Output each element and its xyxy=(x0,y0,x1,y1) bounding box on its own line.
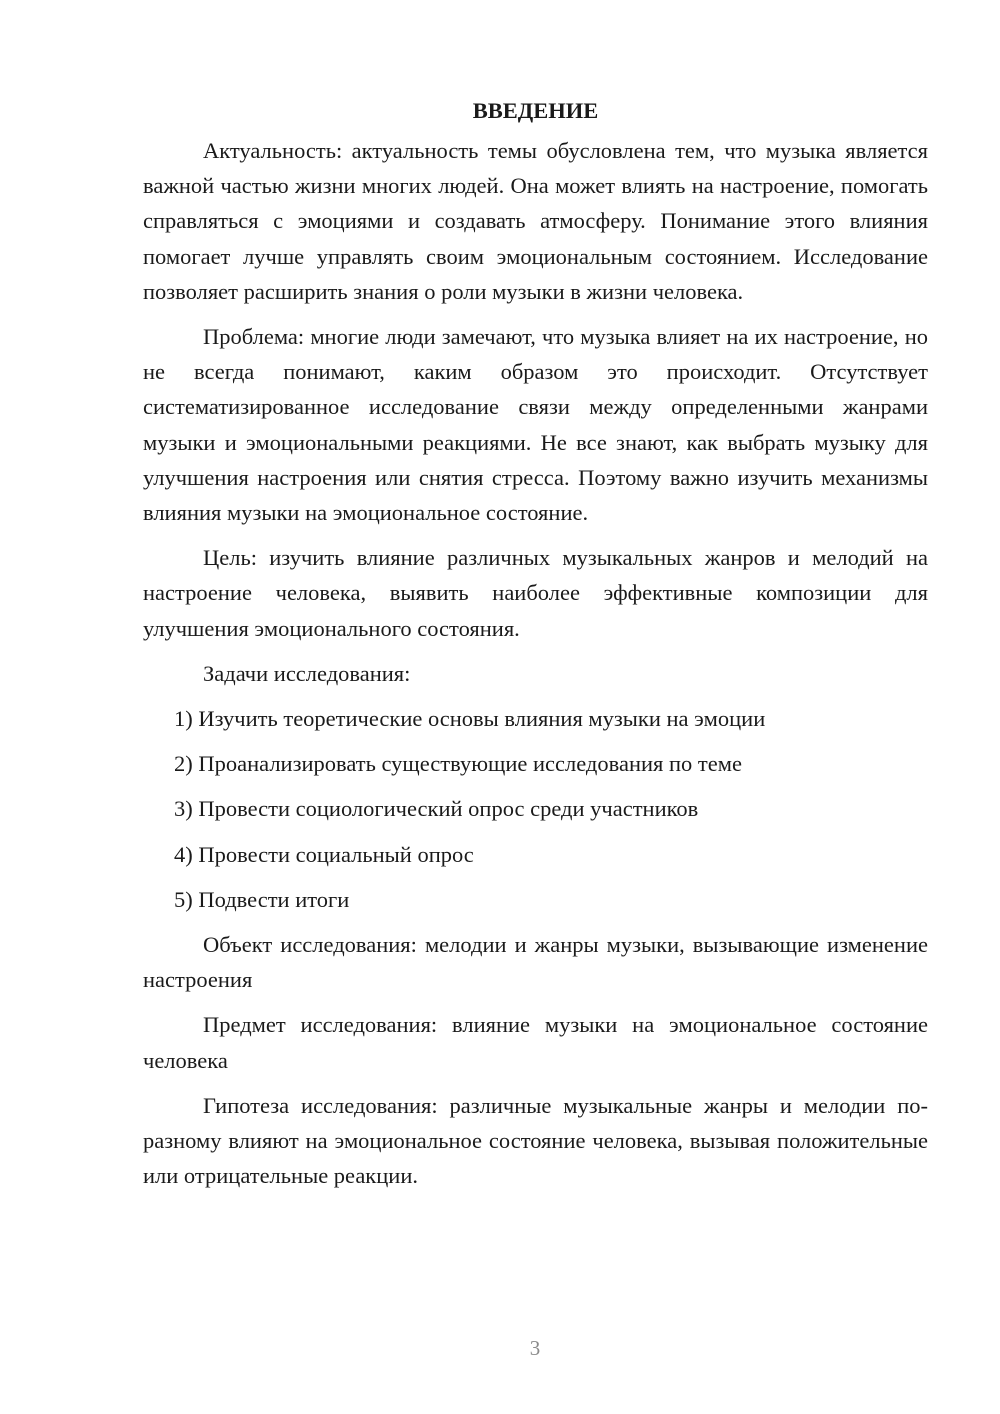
tasks-list xyxy=(143,701,928,917)
task-item-1: 1) Изучить теоретические основы влияния музыки на эмоции xyxy=(174,706,766,732)
paragraph-object: Объект исследования: мелодии и жанры музыки, вызывающие изменение настроения xyxy=(143,932,928,993)
paragraph-hypothesis: Гипотеза исследования: различные музыкальные жанры и мелодии по-разному влияют на эмоциональное состояние человека, вызывая положительные или отрицательные реакции. xyxy=(143,1092,928,1189)
task-item-2: 2) Проанализировать существующие исследования по теме xyxy=(174,751,742,777)
page-number: 3 xyxy=(529,1336,541,1360)
paragraph-relevance: Актуальность: актуальность темы обусловлена тем, что музыка является важной частью жизни многих людей. Она может влиять на настроение, помогать справляться с эмоциями и создавать атмосферу. Понимание этого влияния помогает лучше управлять своим эмоциональным состоянием. Исследование позволяет расширить знания о роли музыки в жизни человека. xyxy=(143,138,928,304)
page-title: ВВЕДЕНИЕ xyxy=(472,98,599,123)
paragraph-goal: Цель: изучить влияние различных музыкальных жанров и мелодий на настроение человека, выявить наиболее эффективные композиции для улучшения эмоционального состояния. xyxy=(143,545,928,641)
task-item-5: 5) Подвести итоги xyxy=(174,886,350,912)
tasks-heading: Задачи исследования: xyxy=(203,660,411,686)
paragraph-subject: Предмет исследования: влияние музыки на эмоциональное состояние человека xyxy=(143,1012,928,1073)
paragraph-problem: Проблема: многие люди замечают, что музыка влияет на их настроение, но не всегда понимают, каким образом это происходит. Отсутствует систематизированное исследование связи между определенными жанрами музыки и эмоциональными реакциями. Не все знают, как выбрать музыку для улучшения настроения или снятия стресса. Поэтому важно изучить механизмы влияния музыки на эмоциональное состояние. xyxy=(143,324,928,526)
task-item-3: 3) Провести социологический опрос среди участников xyxy=(174,796,699,822)
task-item-4: 4) Провести социальный опрос xyxy=(174,841,474,867)
page-content xyxy=(143,98,928,1193)
